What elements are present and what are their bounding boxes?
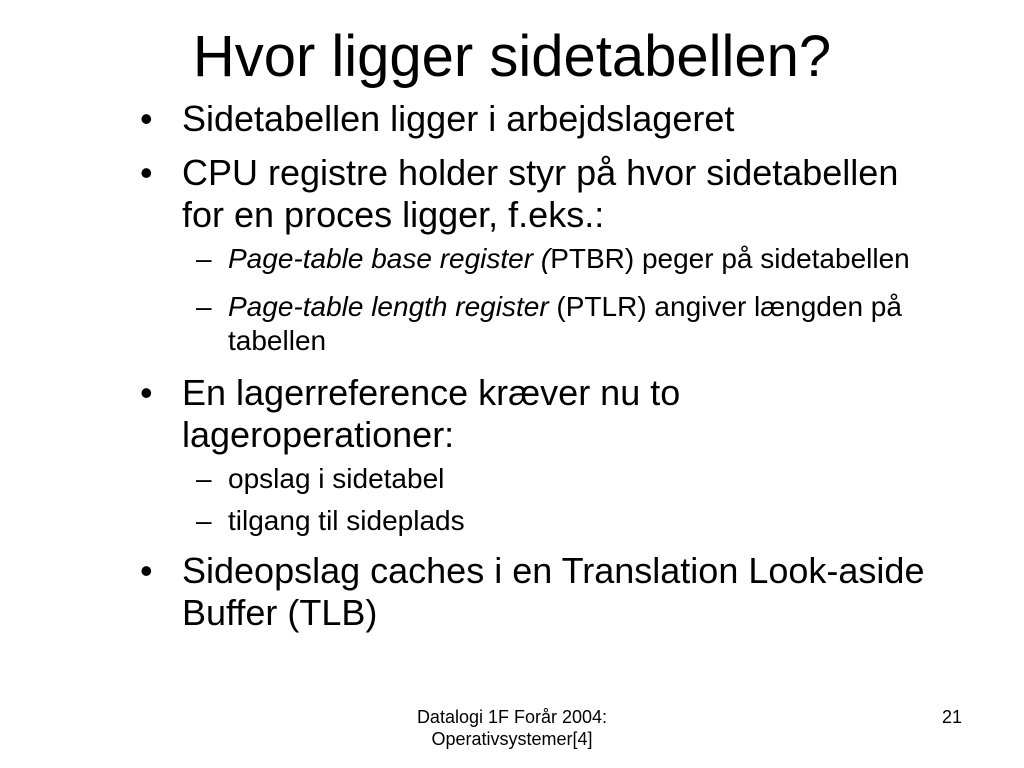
sub-bullet-text: tilgang til sideplads [228,505,465,536]
bullet-text: Sidetabellen ligger i arbejdslageret [182,98,735,139]
dash-marker: – [196,291,212,322]
sub-bullet-italic-text: Page-table base register ( [228,243,551,274]
bullet-list [140,98,930,646]
bullet-item [140,372,930,538]
footer-course-label [362,706,662,750]
page-number: 21 [941,707,962,727]
bullet-text: En lagerreference kræver nu to lageroperationer: [182,372,681,455]
dash-marker: – [196,243,212,274]
bullet-marker: • [140,550,153,591]
footer-line-1: Datalogi 1F Forår 2004: [416,707,608,727]
sub-bullet-list [182,242,930,358]
dash-marker: – [196,505,212,536]
sub-bullet-item [182,242,930,276]
slide-title: Hvor ligger sidetabellen? [192,24,832,89]
sub-bullet-list [182,462,930,538]
sub-bullet-italic-text: Page-table length register [228,291,549,322]
bullet-marker: • [140,98,153,139]
sub-bullet-item [182,462,930,496]
dash-marker: – [196,463,212,494]
sub-bullet-text: PTBR) peger på sidetabellen [550,243,910,274]
bullet-marker: • [140,152,153,193]
bullet-item [140,98,930,140]
bullet-item [140,550,930,634]
bullet-text: Sideopslag caches i en Translation Look-aside Buffer (TLB) [182,550,925,633]
sub-bullet-item [182,290,930,358]
footer-line-2: Operativsystemer[4] [431,729,593,749]
sub-bullet-text: opslag i sidetabel [228,463,445,494]
sub-bullet-text: (PTLR) angiver længden på tabellen [228,291,902,356]
sub-bullet-item [182,504,930,538]
bullet-item [140,152,930,358]
bullet-text: CPU registre holder styr på hvor sidetabellen for en proces ligger, f.eks.: [182,152,899,235]
bullet-marker: • [140,372,153,413]
